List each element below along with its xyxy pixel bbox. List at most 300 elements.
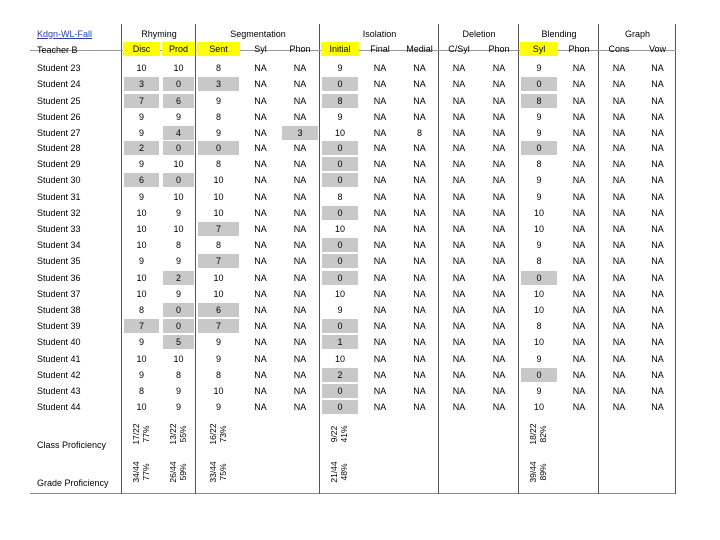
score-cell: NA bbox=[492, 289, 506, 299]
score-cell: NA bbox=[572, 159, 586, 169]
score-cell: 0 bbox=[163, 303, 194, 317]
score-cell: NA bbox=[612, 289, 626, 299]
score-cell: NA bbox=[572, 240, 586, 250]
proficiency-value: 21/44 bbox=[329, 461, 339, 483]
score-cell: NA bbox=[254, 79, 267, 89]
score-cell: 10 bbox=[136, 402, 147, 412]
score-cell: NA bbox=[254, 273, 267, 283]
score-cell: NA bbox=[572, 128, 586, 138]
score-cell: NA bbox=[373, 289, 387, 299]
score-cell: NA bbox=[572, 402, 586, 412]
score-cell: 9 bbox=[138, 128, 144, 138]
score-cell: 0 bbox=[322, 206, 358, 220]
score-cell: NA bbox=[452, 112, 466, 122]
score-cell: NA bbox=[492, 305, 506, 315]
score-cell: NA bbox=[452, 289, 466, 299]
score-cell: 10 bbox=[136, 224, 147, 234]
score-cell: NA bbox=[572, 175, 586, 185]
proficiency-value: 18/22 bbox=[528, 423, 538, 445]
score-cell: 8 bbox=[215, 240, 221, 250]
score-cell: NA bbox=[293, 143, 307, 153]
score-cell: NA bbox=[651, 79, 664, 89]
score-cell: 0 bbox=[521, 271, 557, 285]
score-cell: NA bbox=[492, 128, 506, 138]
score-cell: NA bbox=[572, 143, 586, 153]
grade-proficiency-label: Grade Proficiency bbox=[37, 478, 109, 488]
proficiency-value: 55% bbox=[177, 425, 188, 443]
class-proficiency-value bbox=[168, 414, 190, 454]
score-cell: 7 bbox=[124, 94, 159, 108]
student-name: Student 44 bbox=[37, 402, 81, 412]
score-cell: NA bbox=[373, 370, 387, 380]
score-cell: NA bbox=[492, 273, 506, 283]
student-name: Student 39 bbox=[37, 321, 81, 331]
score-cell: 10 bbox=[213, 289, 224, 299]
student-name: Student 24 bbox=[37, 79, 81, 89]
score-cell: NA bbox=[254, 96, 267, 106]
score-cell: 10 bbox=[136, 208, 147, 218]
score-cell: NA bbox=[254, 386, 267, 396]
score-cell: NA bbox=[293, 208, 307, 218]
proficiency-value: 9/22 bbox=[329, 425, 339, 443]
score-cell: NA bbox=[413, 337, 426, 347]
score-cell: NA bbox=[492, 256, 506, 266]
score-cell: 8 bbox=[337, 192, 343, 202]
score-cell: 1 bbox=[322, 335, 358, 349]
score-cell: NA bbox=[572, 112, 586, 122]
score-cell: NA bbox=[651, 273, 664, 283]
score-cell: 10 bbox=[136, 289, 147, 299]
score-cell: NA bbox=[373, 79, 387, 89]
score-cell: 8 bbox=[175, 370, 181, 380]
score-cell: 10 bbox=[334, 128, 345, 138]
score-cell: 0 bbox=[163, 77, 194, 91]
score-cell: NA bbox=[413, 175, 426, 185]
score-cell: NA bbox=[612, 159, 626, 169]
score-cell: 9 bbox=[175, 112, 181, 122]
score-cell: NA bbox=[373, 112, 387, 122]
score-cell: NA bbox=[413, 63, 426, 73]
score-cell: NA bbox=[572, 273, 586, 283]
score-cell: NA bbox=[452, 224, 466, 234]
column-header: Disc bbox=[123, 42, 160, 56]
score-cell: NA bbox=[293, 96, 307, 106]
score-cell: NA bbox=[293, 159, 307, 169]
student-name: Student 42 bbox=[37, 370, 81, 380]
score-cell: NA bbox=[651, 289, 664, 299]
score-cell: NA bbox=[612, 370, 626, 380]
score-cell: 9 bbox=[215, 354, 221, 364]
score-cell: NA bbox=[254, 63, 267, 73]
score-cell: NA bbox=[413, 321, 426, 331]
score-cell: NA bbox=[452, 273, 466, 283]
column-header: Final bbox=[370, 44, 390, 54]
score-cell: NA bbox=[612, 112, 626, 122]
score-cell: NA bbox=[452, 192, 466, 202]
column-header: Sent bbox=[197, 42, 240, 56]
score-cell: NA bbox=[254, 208, 267, 218]
score-cell: NA bbox=[293, 321, 307, 331]
score-cell: NA bbox=[612, 305, 626, 315]
score-cell: NA bbox=[612, 96, 626, 106]
score-cell: NA bbox=[254, 224, 267, 234]
column-header: Phon bbox=[568, 44, 590, 54]
score-cell: NA bbox=[452, 370, 466, 380]
score-cell: NA bbox=[492, 370, 506, 380]
score-cell: NA bbox=[612, 273, 626, 283]
column-divider bbox=[518, 24, 519, 494]
score-cell: NA bbox=[572, 370, 586, 380]
score-cell: NA bbox=[651, 402, 664, 412]
proficiency-value: 16/22 bbox=[207, 423, 218, 445]
score-cell: NA bbox=[651, 256, 664, 266]
score-cell: NA bbox=[572, 96, 586, 106]
score-cell: NA bbox=[572, 289, 586, 299]
score-cell: NA bbox=[492, 63, 506, 73]
class-proficiency-label: Class Proficiency bbox=[37, 440, 107, 450]
score-cell: NA bbox=[452, 305, 466, 315]
group-header: Segmentation bbox=[230, 29, 286, 39]
score-cell: 9 bbox=[337, 63, 343, 73]
student-name: Student 32 bbox=[37, 208, 81, 218]
score-cell: 9 bbox=[337, 112, 343, 122]
score-cell: 10 bbox=[173, 192, 184, 202]
score-cell: 10 bbox=[533, 337, 544, 347]
score-cell: 6 bbox=[163, 94, 194, 108]
score-cell: NA bbox=[452, 143, 466, 153]
score-cell: NA bbox=[413, 159, 426, 169]
student-name: Student 27 bbox=[37, 128, 81, 138]
score-cell: NA bbox=[373, 143, 387, 153]
score-cell: NA bbox=[492, 112, 506, 122]
score-cell: NA bbox=[612, 208, 626, 218]
score-cell: 9 bbox=[138, 192, 144, 202]
score-cell: 3 bbox=[282, 126, 318, 140]
score-cell: NA bbox=[492, 224, 506, 234]
column-divider bbox=[195, 24, 196, 494]
score-cell: NA bbox=[651, 240, 664, 250]
proficiency-value: 77% bbox=[140, 425, 151, 443]
score-cell: NA bbox=[293, 256, 307, 266]
score-cell: NA bbox=[452, 402, 466, 412]
proficiency-value: 89% bbox=[538, 463, 548, 481]
group-header: Deletion bbox=[462, 29, 496, 39]
score-cell: 8 bbox=[536, 159, 542, 169]
score-cell: NA bbox=[572, 224, 586, 234]
score-cell: 9 bbox=[536, 112, 542, 122]
score-cell: NA bbox=[293, 240, 307, 250]
score-cell: NA bbox=[254, 337, 267, 347]
score-cell: NA bbox=[651, 208, 664, 218]
score-cell: 9 bbox=[215, 402, 221, 412]
group-header: Blending bbox=[541, 29, 577, 39]
score-cell: NA bbox=[373, 96, 387, 106]
score-cell: NA bbox=[452, 321, 466, 331]
score-cell: NA bbox=[492, 159, 506, 169]
score-cell: 9 bbox=[215, 128, 221, 138]
class-proficiency-value bbox=[528, 414, 550, 454]
score-cell: NA bbox=[572, 305, 586, 315]
score-cell: NA bbox=[452, 337, 466, 347]
score-cell: 0 bbox=[322, 384, 358, 398]
score-cell: NA bbox=[612, 128, 626, 138]
score-cell: 0 bbox=[322, 271, 358, 285]
score-cell: 0 bbox=[163, 319, 194, 333]
score-cell: NA bbox=[413, 256, 426, 266]
score-cell: 2 bbox=[124, 141, 159, 155]
column-header: Medial bbox=[406, 44, 433, 54]
score-cell: NA bbox=[373, 128, 387, 138]
score-cell: NA bbox=[612, 143, 626, 153]
group-header: Graph bbox=[624, 29, 650, 39]
score-cell: 9 bbox=[215, 337, 221, 347]
score-cell: NA bbox=[254, 370, 267, 380]
score-cell: NA bbox=[452, 386, 466, 396]
score-cell: NA bbox=[492, 192, 506, 202]
score-cell: NA bbox=[612, 256, 626, 266]
proficiency-value: 82% bbox=[538, 425, 548, 443]
score-cell: NA bbox=[612, 240, 626, 250]
score-cell: 8 bbox=[215, 112, 221, 122]
proficiency-spreadsheet bbox=[30, 24, 676, 494]
score-cell: 10 bbox=[213, 273, 224, 283]
column-divider bbox=[438, 24, 439, 494]
score-cell: NA bbox=[373, 386, 387, 396]
student-name: Student 34 bbox=[37, 240, 81, 250]
score-cell: NA bbox=[452, 175, 466, 185]
score-cell: NA bbox=[651, 305, 664, 315]
column-header: Initial bbox=[321, 42, 359, 56]
proficiency-value: 17/22 bbox=[130, 423, 141, 445]
grade-proficiency-value bbox=[168, 452, 190, 492]
score-cell: NA bbox=[492, 175, 506, 185]
score-cell: NA bbox=[413, 273, 426, 283]
column-header: Syl bbox=[520, 42, 558, 56]
score-cell: NA bbox=[373, 273, 387, 283]
student-name: Student 35 bbox=[37, 256, 81, 266]
score-cell: NA bbox=[612, 79, 626, 89]
score-cell: NA bbox=[572, 256, 586, 266]
teacher-label: Teacher B bbox=[37, 45, 78, 55]
score-cell: 8 bbox=[536, 321, 542, 331]
score-cell: NA bbox=[373, 256, 387, 266]
score-cell: NA bbox=[651, 321, 664, 331]
score-cell: 8 bbox=[215, 159, 221, 169]
column-header: Prod bbox=[162, 42, 195, 56]
proficiency-value: 26/44 bbox=[167, 461, 178, 483]
score-cell: 10 bbox=[334, 289, 345, 299]
score-cell: 0 bbox=[322, 400, 358, 414]
score-cell: NA bbox=[373, 402, 387, 412]
score-cell: NA bbox=[413, 224, 426, 234]
score-cell: NA bbox=[293, 63, 307, 73]
score-cell: 10 bbox=[136, 240, 147, 250]
score-cell: 10 bbox=[173, 354, 184, 364]
score-cell: 9 bbox=[536, 192, 542, 202]
score-cell: 8 bbox=[521, 94, 557, 108]
score-cell: NA bbox=[651, 128, 664, 138]
student-name: Student 23 bbox=[37, 63, 81, 73]
score-cell: NA bbox=[651, 337, 664, 347]
score-cell: NA bbox=[572, 321, 586, 331]
score-cell: 8 bbox=[416, 128, 422, 138]
score-cell: NA bbox=[413, 192, 426, 202]
score-cell: 10 bbox=[213, 192, 224, 202]
score-cell: NA bbox=[651, 96, 664, 106]
score-cell: NA bbox=[651, 175, 664, 185]
score-cell: 7 bbox=[124, 319, 159, 333]
score-cell: NA bbox=[651, 224, 664, 234]
score-cell: NA bbox=[413, 370, 426, 380]
score-cell: NA bbox=[452, 240, 466, 250]
proficiency-value: 48% bbox=[339, 463, 349, 481]
grade-proficiency-value bbox=[329, 452, 351, 492]
score-cell: 10 bbox=[533, 224, 544, 234]
score-cell: NA bbox=[413, 112, 426, 122]
score-cell: 10 bbox=[533, 305, 544, 315]
score-cell: 0 bbox=[521, 77, 557, 91]
student-name: Student 25 bbox=[37, 96, 81, 106]
score-cell: 7 bbox=[198, 254, 239, 268]
score-cell: NA bbox=[254, 305, 267, 315]
column-header: C/Syl bbox=[448, 44, 470, 54]
score-cell: 2 bbox=[163, 271, 194, 285]
score-cell: NA bbox=[254, 256, 267, 266]
score-cell: 6 bbox=[124, 173, 159, 187]
score-cell: NA bbox=[572, 354, 586, 364]
score-cell: 10 bbox=[334, 224, 345, 234]
score-cell: NA bbox=[612, 321, 626, 331]
proficiency-value: 34/44 bbox=[130, 461, 141, 483]
score-cell: NA bbox=[373, 175, 387, 185]
score-cell: 8 bbox=[138, 386, 144, 396]
score-cell: NA bbox=[293, 402, 307, 412]
column-divider bbox=[598, 24, 599, 494]
score-cell: 9 bbox=[138, 159, 144, 169]
score-cell: NA bbox=[612, 175, 626, 185]
score-cell: NA bbox=[373, 224, 387, 234]
score-cell: NA bbox=[254, 289, 267, 299]
student-name: Student 33 bbox=[37, 224, 81, 234]
score-cell: NA bbox=[413, 305, 426, 315]
score-cell: NA bbox=[254, 192, 267, 202]
score-cell: NA bbox=[651, 63, 664, 73]
score-cell: 10 bbox=[173, 224, 184, 234]
score-cell: NA bbox=[651, 386, 664, 396]
score-cell: 10 bbox=[213, 386, 224, 396]
student-name: Student 41 bbox=[37, 354, 81, 364]
score-cell: 9 bbox=[175, 256, 181, 266]
score-cell: NA bbox=[612, 354, 626, 364]
score-cell: NA bbox=[254, 240, 267, 250]
score-cell: 8 bbox=[175, 240, 181, 250]
score-cell: 9 bbox=[337, 305, 343, 315]
student-name: Student 37 bbox=[37, 289, 81, 299]
score-cell: NA bbox=[293, 289, 307, 299]
proficiency-value: 59% bbox=[177, 463, 188, 481]
student-name: Student 38 bbox=[37, 305, 81, 315]
score-cell: 3 bbox=[198, 77, 239, 91]
score-cell: 10 bbox=[173, 63, 184, 73]
grade-proficiency-value bbox=[208, 452, 230, 492]
score-cell: NA bbox=[293, 273, 307, 283]
student-name: Student 40 bbox=[37, 337, 81, 347]
score-cell: NA bbox=[373, 354, 387, 364]
score-cell: 3 bbox=[124, 77, 159, 91]
score-cell: NA bbox=[612, 402, 626, 412]
score-cell: 0 bbox=[322, 173, 358, 187]
score-cell: NA bbox=[492, 354, 506, 364]
column-divider bbox=[675, 24, 676, 494]
class-proficiency-value bbox=[208, 414, 230, 454]
sheet-title[interactable]: Kdgn-WL-Fall bbox=[37, 29, 93, 39]
grade-proficiency-value bbox=[528, 452, 550, 492]
score-cell: NA bbox=[293, 386, 307, 396]
score-cell: NA bbox=[293, 224, 307, 234]
score-cell: NA bbox=[373, 63, 387, 73]
score-cell: NA bbox=[254, 128, 267, 138]
score-cell: NA bbox=[254, 354, 267, 364]
score-cell: NA bbox=[651, 370, 664, 380]
score-cell: NA bbox=[492, 79, 506, 89]
score-cell: NA bbox=[373, 159, 387, 169]
score-cell: NA bbox=[254, 159, 267, 169]
score-cell: 9 bbox=[536, 354, 542, 364]
score-cell: NA bbox=[572, 337, 586, 347]
score-cell: 0 bbox=[521, 368, 557, 382]
student-name: Student 36 bbox=[37, 273, 81, 283]
score-cell: 8 bbox=[138, 305, 144, 315]
score-cell: NA bbox=[612, 192, 626, 202]
score-cell: 10 bbox=[533, 289, 544, 299]
score-cell: 9 bbox=[175, 386, 181, 396]
score-cell: 0 bbox=[163, 141, 194, 155]
score-cell: NA bbox=[452, 128, 466, 138]
score-cell: NA bbox=[492, 96, 506, 106]
student-name: Student 43 bbox=[37, 386, 81, 396]
score-cell: NA bbox=[572, 208, 586, 218]
score-cell: NA bbox=[492, 143, 506, 153]
group-header: Rhyming bbox=[141, 29, 177, 39]
score-cell: NA bbox=[413, 96, 426, 106]
score-cell: 10 bbox=[533, 402, 544, 412]
score-cell: NA bbox=[254, 143, 267, 153]
score-cell: NA bbox=[452, 208, 466, 218]
score-cell: 5 bbox=[163, 335, 194, 349]
column-header: Phon bbox=[289, 44, 311, 54]
score-cell: 0 bbox=[322, 238, 358, 252]
score-cell: 9 bbox=[138, 256, 144, 266]
score-cell: 7 bbox=[198, 319, 239, 333]
score-cell: NA bbox=[492, 386, 506, 396]
score-cell: 9 bbox=[175, 289, 181, 299]
column-header: Vow bbox=[648, 44, 666, 54]
student-name: Student 30 bbox=[37, 175, 81, 185]
score-cell: NA bbox=[413, 289, 426, 299]
score-cell: 0 bbox=[322, 254, 358, 268]
score-cell: NA bbox=[254, 112, 267, 122]
score-cell: NA bbox=[254, 321, 267, 331]
score-cell: 9 bbox=[175, 402, 181, 412]
score-cell: NA bbox=[413, 386, 426, 396]
score-cell: 0 bbox=[322, 141, 358, 155]
score-cell: NA bbox=[612, 224, 626, 234]
score-cell: 8 bbox=[215, 63, 221, 73]
score-cell: 10 bbox=[136, 273, 147, 283]
score-cell: 0 bbox=[322, 319, 358, 333]
score-cell: 0 bbox=[322, 157, 358, 171]
score-cell: NA bbox=[492, 337, 506, 347]
